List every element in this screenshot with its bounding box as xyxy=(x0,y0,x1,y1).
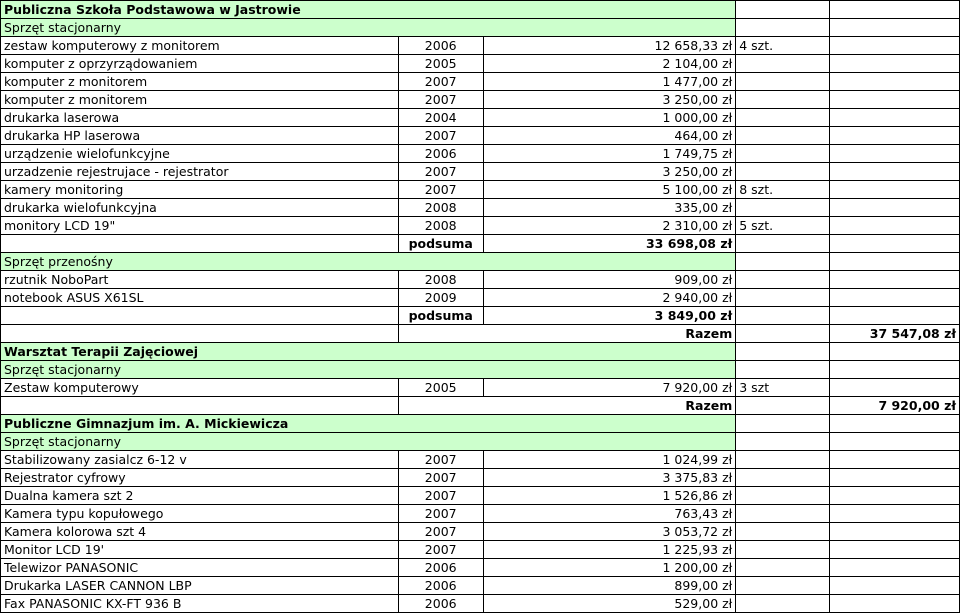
empty-cell xyxy=(483,415,736,433)
table-row xyxy=(1,163,960,181)
empty-cell xyxy=(483,253,736,271)
item-price: 464,00 zł xyxy=(483,127,736,145)
item-price: 899,00 zł xyxy=(483,577,736,595)
table-row xyxy=(1,469,960,487)
empty-cell xyxy=(398,361,483,379)
group-title: Sprzęt przenośny xyxy=(1,253,399,271)
group-header-row xyxy=(1,433,960,451)
empty-cell xyxy=(736,343,830,361)
empty-cell xyxy=(830,217,960,235)
item-year: 2004 xyxy=(398,109,483,127)
item-note xyxy=(736,55,830,73)
item-price: 2 940,00 zł xyxy=(483,289,736,307)
empty-cell xyxy=(483,343,736,361)
table-row xyxy=(1,181,960,199)
empty-cell xyxy=(398,1,483,19)
empty-cell xyxy=(398,343,483,361)
empty-cell xyxy=(830,523,960,541)
item-year: 2006 xyxy=(398,577,483,595)
empty-cell xyxy=(830,289,960,307)
item-name: komputer z monitorem xyxy=(1,91,399,109)
item-price: 3 250,00 zł xyxy=(483,91,736,109)
table-row xyxy=(1,559,960,577)
empty-cell xyxy=(736,415,830,433)
item-year: 2006 xyxy=(398,595,483,613)
item-name: komputer z oprzyrządowaniem xyxy=(1,55,399,73)
empty-cell xyxy=(1,325,399,343)
item-note: 4 szt. xyxy=(736,37,830,55)
empty-cell xyxy=(398,325,483,343)
empty-cell xyxy=(830,487,960,505)
empty-cell xyxy=(830,73,960,91)
item-year: 2007 xyxy=(398,487,483,505)
empty-cell xyxy=(830,235,960,253)
item-price: 1 477,00 zł xyxy=(483,73,736,91)
table-row xyxy=(1,505,960,523)
item-year: 2008 xyxy=(398,199,483,217)
empty-cell xyxy=(398,433,483,451)
section-header-row xyxy=(1,343,960,361)
item-name: urządzenie wielofunkcyjne xyxy=(1,145,399,163)
subtotal-row xyxy=(1,307,960,325)
empty-cell xyxy=(830,271,960,289)
item-note xyxy=(736,523,830,541)
subtotal-row xyxy=(1,235,960,253)
item-price: 3 375,83 zł xyxy=(483,469,736,487)
section-title: Publiczna Szkoła Podstawowa w Jastrowie xyxy=(1,1,399,19)
item-note: 3 szt xyxy=(736,379,830,397)
table-row xyxy=(1,37,960,55)
empty-cell xyxy=(830,1,960,19)
item-year: 2007 xyxy=(398,523,483,541)
empty-cell xyxy=(830,559,960,577)
item-price: 763,43 zł xyxy=(483,505,736,523)
empty-cell xyxy=(830,505,960,523)
item-name: Rejestrator cyfrowy xyxy=(1,469,399,487)
empty-cell xyxy=(736,361,830,379)
group-title: Sprzęt stacjonarny xyxy=(1,19,399,37)
empty-cell xyxy=(830,595,960,613)
item-price: 1 000,00 zł xyxy=(483,109,736,127)
item-note xyxy=(736,469,830,487)
item-name: drukarka wielofunkcyjna xyxy=(1,199,399,217)
item-year: 2007 xyxy=(398,127,483,145)
item-year: 2006 xyxy=(398,559,483,577)
table-row xyxy=(1,523,960,541)
empty-cell xyxy=(830,19,960,37)
item-price: 1 749,75 zł xyxy=(483,145,736,163)
section-title: Warsztat Terapii Zajęciowej xyxy=(1,343,399,361)
total-value: 37 547,08 zł xyxy=(830,325,960,343)
item-note xyxy=(736,559,830,577)
total-label: Razem xyxy=(483,397,736,415)
empty-cell xyxy=(736,1,830,19)
item-price: 3 053,72 zł xyxy=(483,523,736,541)
item-name: Drukarka LASER CANNON LBP xyxy=(1,577,399,595)
item-name: kamery monitoring xyxy=(1,181,399,199)
item-note xyxy=(736,145,830,163)
item-year: 2007 xyxy=(398,181,483,199)
empty-cell xyxy=(736,397,830,415)
item-name: komputer z monitorem xyxy=(1,73,399,91)
empty-cell xyxy=(398,397,483,415)
item-name: Stabilizowany zasialcz 6-12 v xyxy=(1,451,399,469)
item-note xyxy=(736,577,830,595)
item-note xyxy=(736,163,830,181)
table-row xyxy=(1,541,960,559)
item-name: Telewizor PANASONIC xyxy=(1,559,399,577)
table-row xyxy=(1,73,960,91)
empty-cell xyxy=(830,253,960,271)
item-note: 8 szt. xyxy=(736,181,830,199)
empty-cell xyxy=(830,361,960,379)
table-row xyxy=(1,145,960,163)
total-row xyxy=(1,325,960,343)
item-note xyxy=(736,487,830,505)
table-row xyxy=(1,91,960,109)
item-year: 2007 xyxy=(398,505,483,523)
item-name: monitory LCD 19" xyxy=(1,217,399,235)
empty-cell xyxy=(398,19,483,37)
group-title: Sprzęt stacjonarny xyxy=(1,433,399,451)
item-price: 335,00 zł xyxy=(483,199,736,217)
empty-cell xyxy=(830,91,960,109)
table-row xyxy=(1,109,960,127)
empty-cell xyxy=(483,361,736,379)
table-row xyxy=(1,577,960,595)
item-price: 3 250,00 zł xyxy=(483,163,736,181)
item-year: 2007 xyxy=(398,73,483,91)
item-year: 2005 xyxy=(398,55,483,73)
empty-cell xyxy=(736,307,830,325)
item-price: 5 100,00 zł xyxy=(483,181,736,199)
empty-cell xyxy=(1,235,399,253)
empty-cell xyxy=(736,19,830,37)
empty-cell xyxy=(736,325,830,343)
item-year: 2007 xyxy=(398,541,483,559)
empty-cell xyxy=(736,253,830,271)
item-year: 2006 xyxy=(398,145,483,163)
item-name: notebook ASUS X61SL xyxy=(1,289,399,307)
empty-cell xyxy=(483,433,736,451)
empty-cell xyxy=(830,37,960,55)
item-year: 2005 xyxy=(398,379,483,397)
item-name: zestaw komputerowy z monitorem xyxy=(1,37,399,55)
empty-cell xyxy=(830,199,960,217)
empty-cell xyxy=(830,181,960,199)
empty-cell xyxy=(830,163,960,181)
table-row xyxy=(1,289,960,307)
table-row xyxy=(1,55,960,73)
item-name: Zestaw komputerowy xyxy=(1,379,399,397)
table-row xyxy=(1,127,960,145)
empty-cell xyxy=(830,109,960,127)
item-name: drukarka laserowa xyxy=(1,109,399,127)
section-header-row xyxy=(1,415,960,433)
table-row xyxy=(1,487,960,505)
item-price: 1 024,99 zł xyxy=(483,451,736,469)
item-note xyxy=(736,109,830,127)
empty-cell xyxy=(483,19,736,37)
item-name: rzutnik NoboPart xyxy=(1,271,399,289)
item-name: drukarka HP laserowa xyxy=(1,127,399,145)
empty-cell xyxy=(483,1,736,19)
item-price: 529,00 zł xyxy=(483,595,736,613)
table-row xyxy=(1,217,960,235)
item-price: 1 200,00 zł xyxy=(483,559,736,577)
empty-cell xyxy=(830,55,960,73)
item-note xyxy=(736,541,830,559)
empty-cell xyxy=(830,127,960,145)
total-label: Razem xyxy=(483,325,736,343)
empty-cell xyxy=(830,451,960,469)
item-note xyxy=(736,505,830,523)
group-title: Sprzęt stacjonarny xyxy=(1,361,399,379)
item-name: urzadzenie rejestrujace - rejestrator xyxy=(1,163,399,181)
table-row xyxy=(1,379,960,397)
item-year: 2009 xyxy=(398,289,483,307)
section-title: Publiczne Gimnazjum im. A. Mickiewicza xyxy=(1,415,399,433)
item-price: 12 658,33 zł xyxy=(483,37,736,55)
table-row xyxy=(1,199,960,217)
subtotal-label: podsuma xyxy=(398,235,483,253)
item-year: 2008 xyxy=(398,271,483,289)
item-year: 2007 xyxy=(398,451,483,469)
subtotal-value: 33 698,08 zł xyxy=(483,235,736,253)
group-header-row xyxy=(1,253,960,271)
empty-cell xyxy=(1,397,399,415)
item-note xyxy=(736,73,830,91)
empty-cell xyxy=(398,253,483,271)
total-row xyxy=(1,397,960,415)
empty-cell xyxy=(830,469,960,487)
empty-cell xyxy=(736,235,830,253)
item-price: 1 526,86 zł xyxy=(483,487,736,505)
item-name: Dualna kamera szt 2 xyxy=(1,487,399,505)
section-header-row xyxy=(1,1,960,19)
subtotal-value: 3 849,00 zł xyxy=(483,307,736,325)
empty-cell xyxy=(830,343,960,361)
empty-cell xyxy=(830,379,960,397)
empty-cell xyxy=(830,541,960,559)
empty-cell xyxy=(830,433,960,451)
item-year: 2007 xyxy=(398,469,483,487)
item-price: 2 104,00 zł xyxy=(483,55,736,73)
subtotal-label: podsuma xyxy=(398,307,483,325)
item-year: 2008 xyxy=(398,217,483,235)
empty-cell xyxy=(830,145,960,163)
item-note: 5 szt. xyxy=(736,217,830,235)
item-price: 1 225,93 zł xyxy=(483,541,736,559)
group-header-row xyxy=(1,19,960,37)
item-name: Kamera kolorowa szt 4 xyxy=(1,523,399,541)
item-note xyxy=(736,289,830,307)
item-name: Monitor LCD 19' xyxy=(1,541,399,559)
item-price: 7 920,00 zł xyxy=(483,379,736,397)
empty-cell xyxy=(830,577,960,595)
table-row xyxy=(1,595,960,613)
empty-cell xyxy=(1,307,399,325)
empty-cell xyxy=(830,307,960,325)
empty-cell xyxy=(736,433,830,451)
item-year: 2007 xyxy=(398,91,483,109)
item-note xyxy=(736,127,830,145)
item-price: 2 310,00 zł xyxy=(483,217,736,235)
item-note xyxy=(736,91,830,109)
table-row xyxy=(1,451,960,469)
empty-cell xyxy=(398,415,483,433)
item-note xyxy=(736,595,830,613)
item-year: 2006 xyxy=(398,37,483,55)
empty-cell xyxy=(830,415,960,433)
group-header-row xyxy=(1,361,960,379)
item-note xyxy=(736,451,830,469)
total-value: 7 920,00 zł xyxy=(830,397,960,415)
item-year: 2007 xyxy=(398,163,483,181)
item-name: Fax PANASONIC KX-FT 936 B xyxy=(1,595,399,613)
item-note xyxy=(736,271,830,289)
table-row xyxy=(1,271,960,289)
item-price: 909,00 zł xyxy=(483,271,736,289)
item-note xyxy=(736,199,830,217)
item-name: Kamera typu kopułowego xyxy=(1,505,399,523)
